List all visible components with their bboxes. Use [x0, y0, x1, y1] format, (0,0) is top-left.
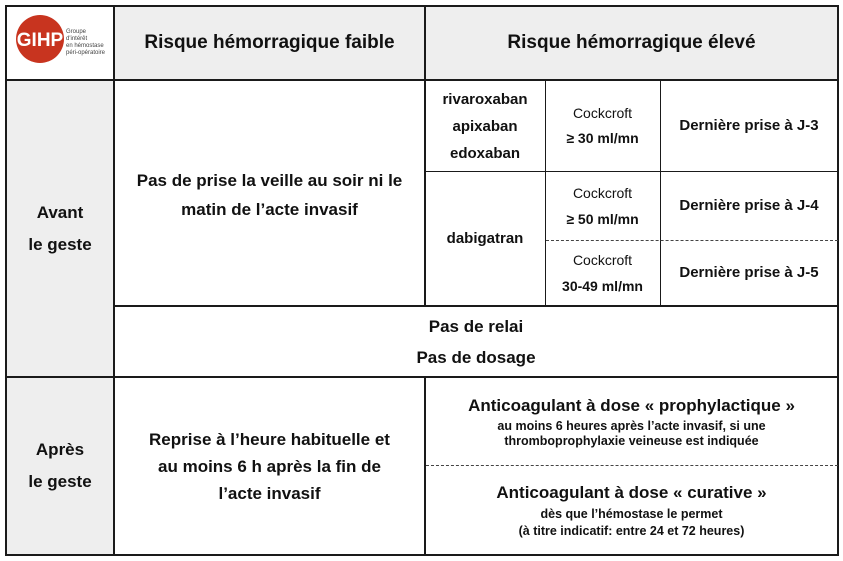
last-dose-3: Dernière prise à J-5	[679, 264, 819, 281]
shared-instructions: Pas de relai Pas de dosage	[416, 316, 536, 367]
dash-after-split	[426, 465, 838, 466]
clearance-1: Cockcroft ≥ 30 ml/mn	[566, 105, 639, 146]
prophylactic-title: Anticoagulant à dose « prophylactique »	[468, 396, 795, 415]
prophylactic-detail-2: thromboprophylaxie veineuse est indiquée	[504, 434, 759, 448]
after-low-risk-text: Reprise à l’heure habituelle et au moins 6 h après la fin de l’acte invasif	[149, 429, 390, 503]
row-label-after: Après le geste	[28, 440, 92, 491]
logo-tagline: Groupe d'intérêt en hémostase péri-opératoire	[66, 29, 106, 56]
header-low-risk: Risque hémorragique faible	[144, 32, 395, 53]
drug-group-dabigatran: dabigatran	[446, 230, 524, 247]
line-risk-split-after	[424, 377, 426, 555]
line-label-col	[113, 5, 115, 556]
line-before-after	[6, 376, 839, 378]
border-left	[5, 5, 7, 556]
clearance-2: Cockcroft ≥ 50 ml/mn	[566, 185, 639, 227]
dash-dabigatran-split	[546, 240, 838, 241]
border-bottom	[6, 554, 839, 556]
row-label-before: Avant le geste	[28, 202, 92, 254]
curative-title: Anticoagulant à dose « curative »	[496, 483, 767, 502]
curative-block	[425, 465, 838, 555]
curative-detail-2: (à titre indicatif: entre 24 et 72 heures)	[518, 524, 745, 538]
prophylactic-block	[425, 377, 838, 465]
line-before-shared	[114, 305, 839, 307]
gihp-logo	[14, 14, 108, 68]
line-drug-col	[545, 80, 546, 306]
clearance-3: Cockcroft 30-49 ml/mn	[562, 252, 643, 294]
border-right	[837, 5, 839, 556]
last-dose-1: Dernière prise à J-3	[679, 117, 819, 134]
curative-detail-1: dès que l’hémostase le permet	[540, 507, 723, 521]
border-top	[6, 5, 839, 7]
prophylactic-detail-1: au moins 6 heures après l’acte invasif, si une	[497, 419, 766, 433]
logo-letters: GIHP	[16, 30, 64, 51]
drug-group-xabans: rivaroxaban apixaban edoxaban	[442, 90, 528, 162]
line-risk-split	[424, 5, 426, 306]
line-clearance-col	[660, 80, 661, 306]
line-drug-split	[425, 171, 839, 172]
before-low-risk-text: Pas de prise la veille au soir ni le matin de l’acte invasif	[136, 171, 403, 219]
header-high-risk: Risque hémorragique élevé	[507, 32, 756, 53]
line-header-bottom	[6, 79, 839, 81]
last-dose-2: Dernière prise à J-4	[679, 197, 819, 214]
